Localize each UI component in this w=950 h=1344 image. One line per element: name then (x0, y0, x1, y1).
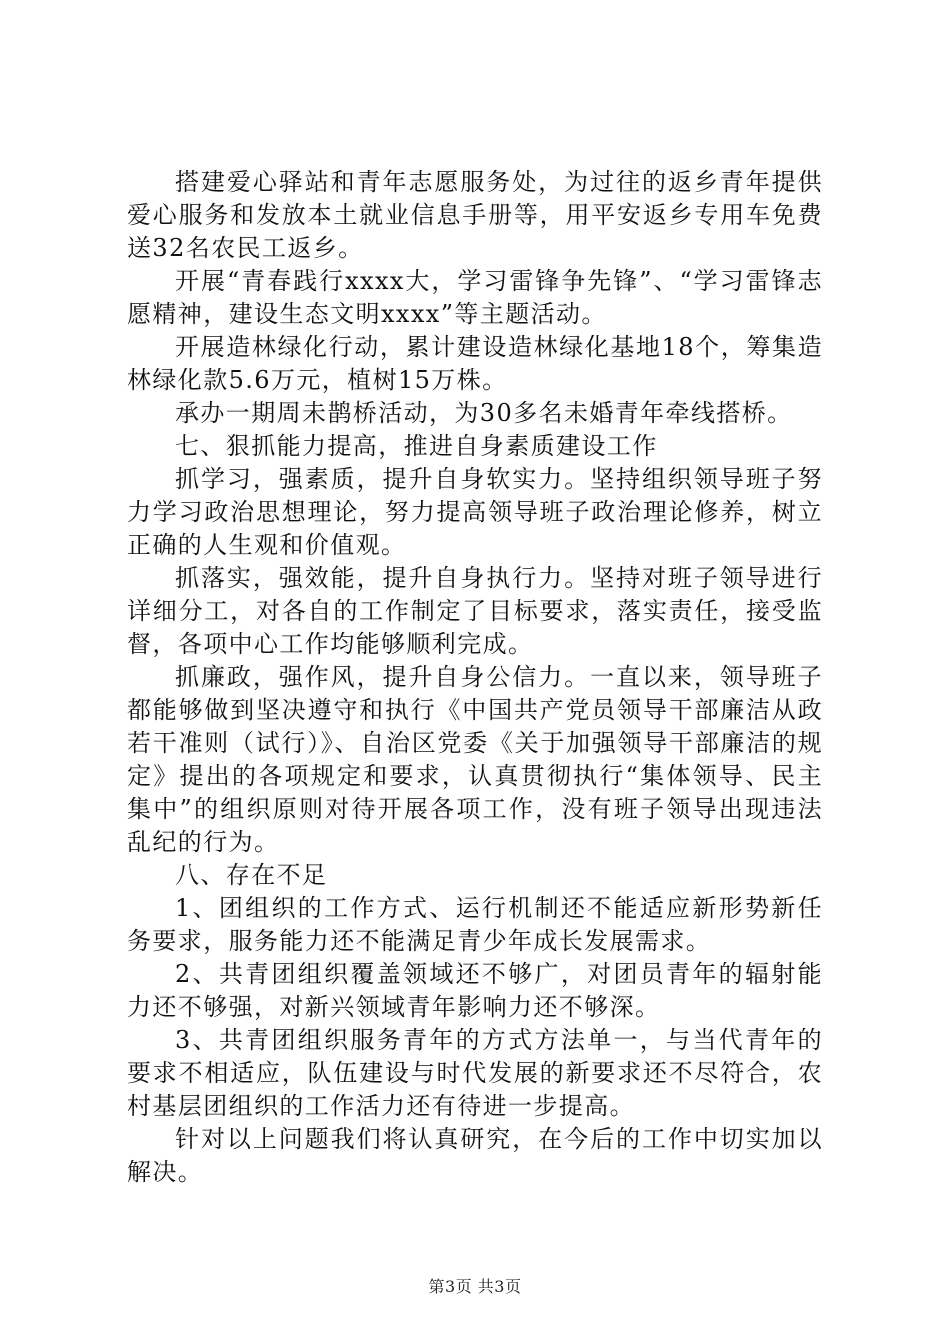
paragraph-theme-activities: 开展“青春践行xxxx大，学习雷锋争先锋”、“学习雷锋志愿精神，建设生态文明xxxx”等主题活动。 (127, 267, 823, 328)
shortcoming-item-3: 3、共青团组织服务青年的方式方法单一，与当代青年的要求不相适应，队伍建设与时代发展的新要求还不尽符合，农村基层团组织的工作活力还有待进一步提高。 (127, 1026, 823, 1120)
paragraph-study: 抓学习，强素质，提升自身软实力。坚持组织领导班子努力学习政治思想理论，努力提高领导班子政治理论修养，树立正确的人生观和价值观。 (127, 465, 823, 559)
paragraph-implementation: 抓落实，强效能，提升自身执行力。坚持对班子领导进行详细分工，对各自的工作制定了目标要求，落实责任，接受监督，各项中心工作均能够顺利完成。 (127, 564, 823, 658)
page-number-footer: 第3页 共3页 (428, 1277, 522, 1296)
paragraph-love-station: 搭建爱心驿站和青年志愿服务处，为过往的返乡青年提供爱心服务和发放本土就业信息手册等，用平安返乡专用车免费送32名农民工返乡。 (127, 168, 823, 262)
section-heading-seven: 七、狠抓能力提高，推进自身素质建设工作 (175, 432, 658, 460)
paragraph-afforestation: 开展造林绿化行动，累计建设造林绿化基地18个，筹集造林绿化款5.6万元，植树15万株。 (127, 333, 823, 394)
shortcoming-item-1: 1、团组织的工作方式、运行机制还不能适应新形势新任务要求，服务能力还不能满足青少年成长发展需求。 (127, 894, 823, 955)
shortcoming-item-2: 2、共青团组织覆盖领域还不够广，对团员青年的辐射能力还不够强，对新兴领域青年影响力还不够深。 (127, 960, 823, 1021)
paragraph-matchmaking: 承办一期周未鹊桥活动，为30多名未婚青年牵线搭桥。 (175, 399, 793, 427)
paragraph-conclusion: 针对以上问题我们将认真研究，在今后的工作中切实加以解决。 (127, 1125, 823, 1186)
document-body (127, 166, 823, 1189)
paragraph-integrity: 抓廉政，强作风，提升自身公信力。一直以来，领导班子都能够做到坚决遵守和执行《中国共产党员领导干部廉洁从政若干准则（试行）》、自治区党委《关于加强领导干部廉洁的规定》提出的各项规定和要求，认真贯彻执行“集体领导、民主集中”的组织原则对待开展各项工作，没有班子领导出现违法乱纪的行为。 (127, 663, 823, 856)
section-heading-eight: 八、存在不足 (175, 861, 328, 889)
